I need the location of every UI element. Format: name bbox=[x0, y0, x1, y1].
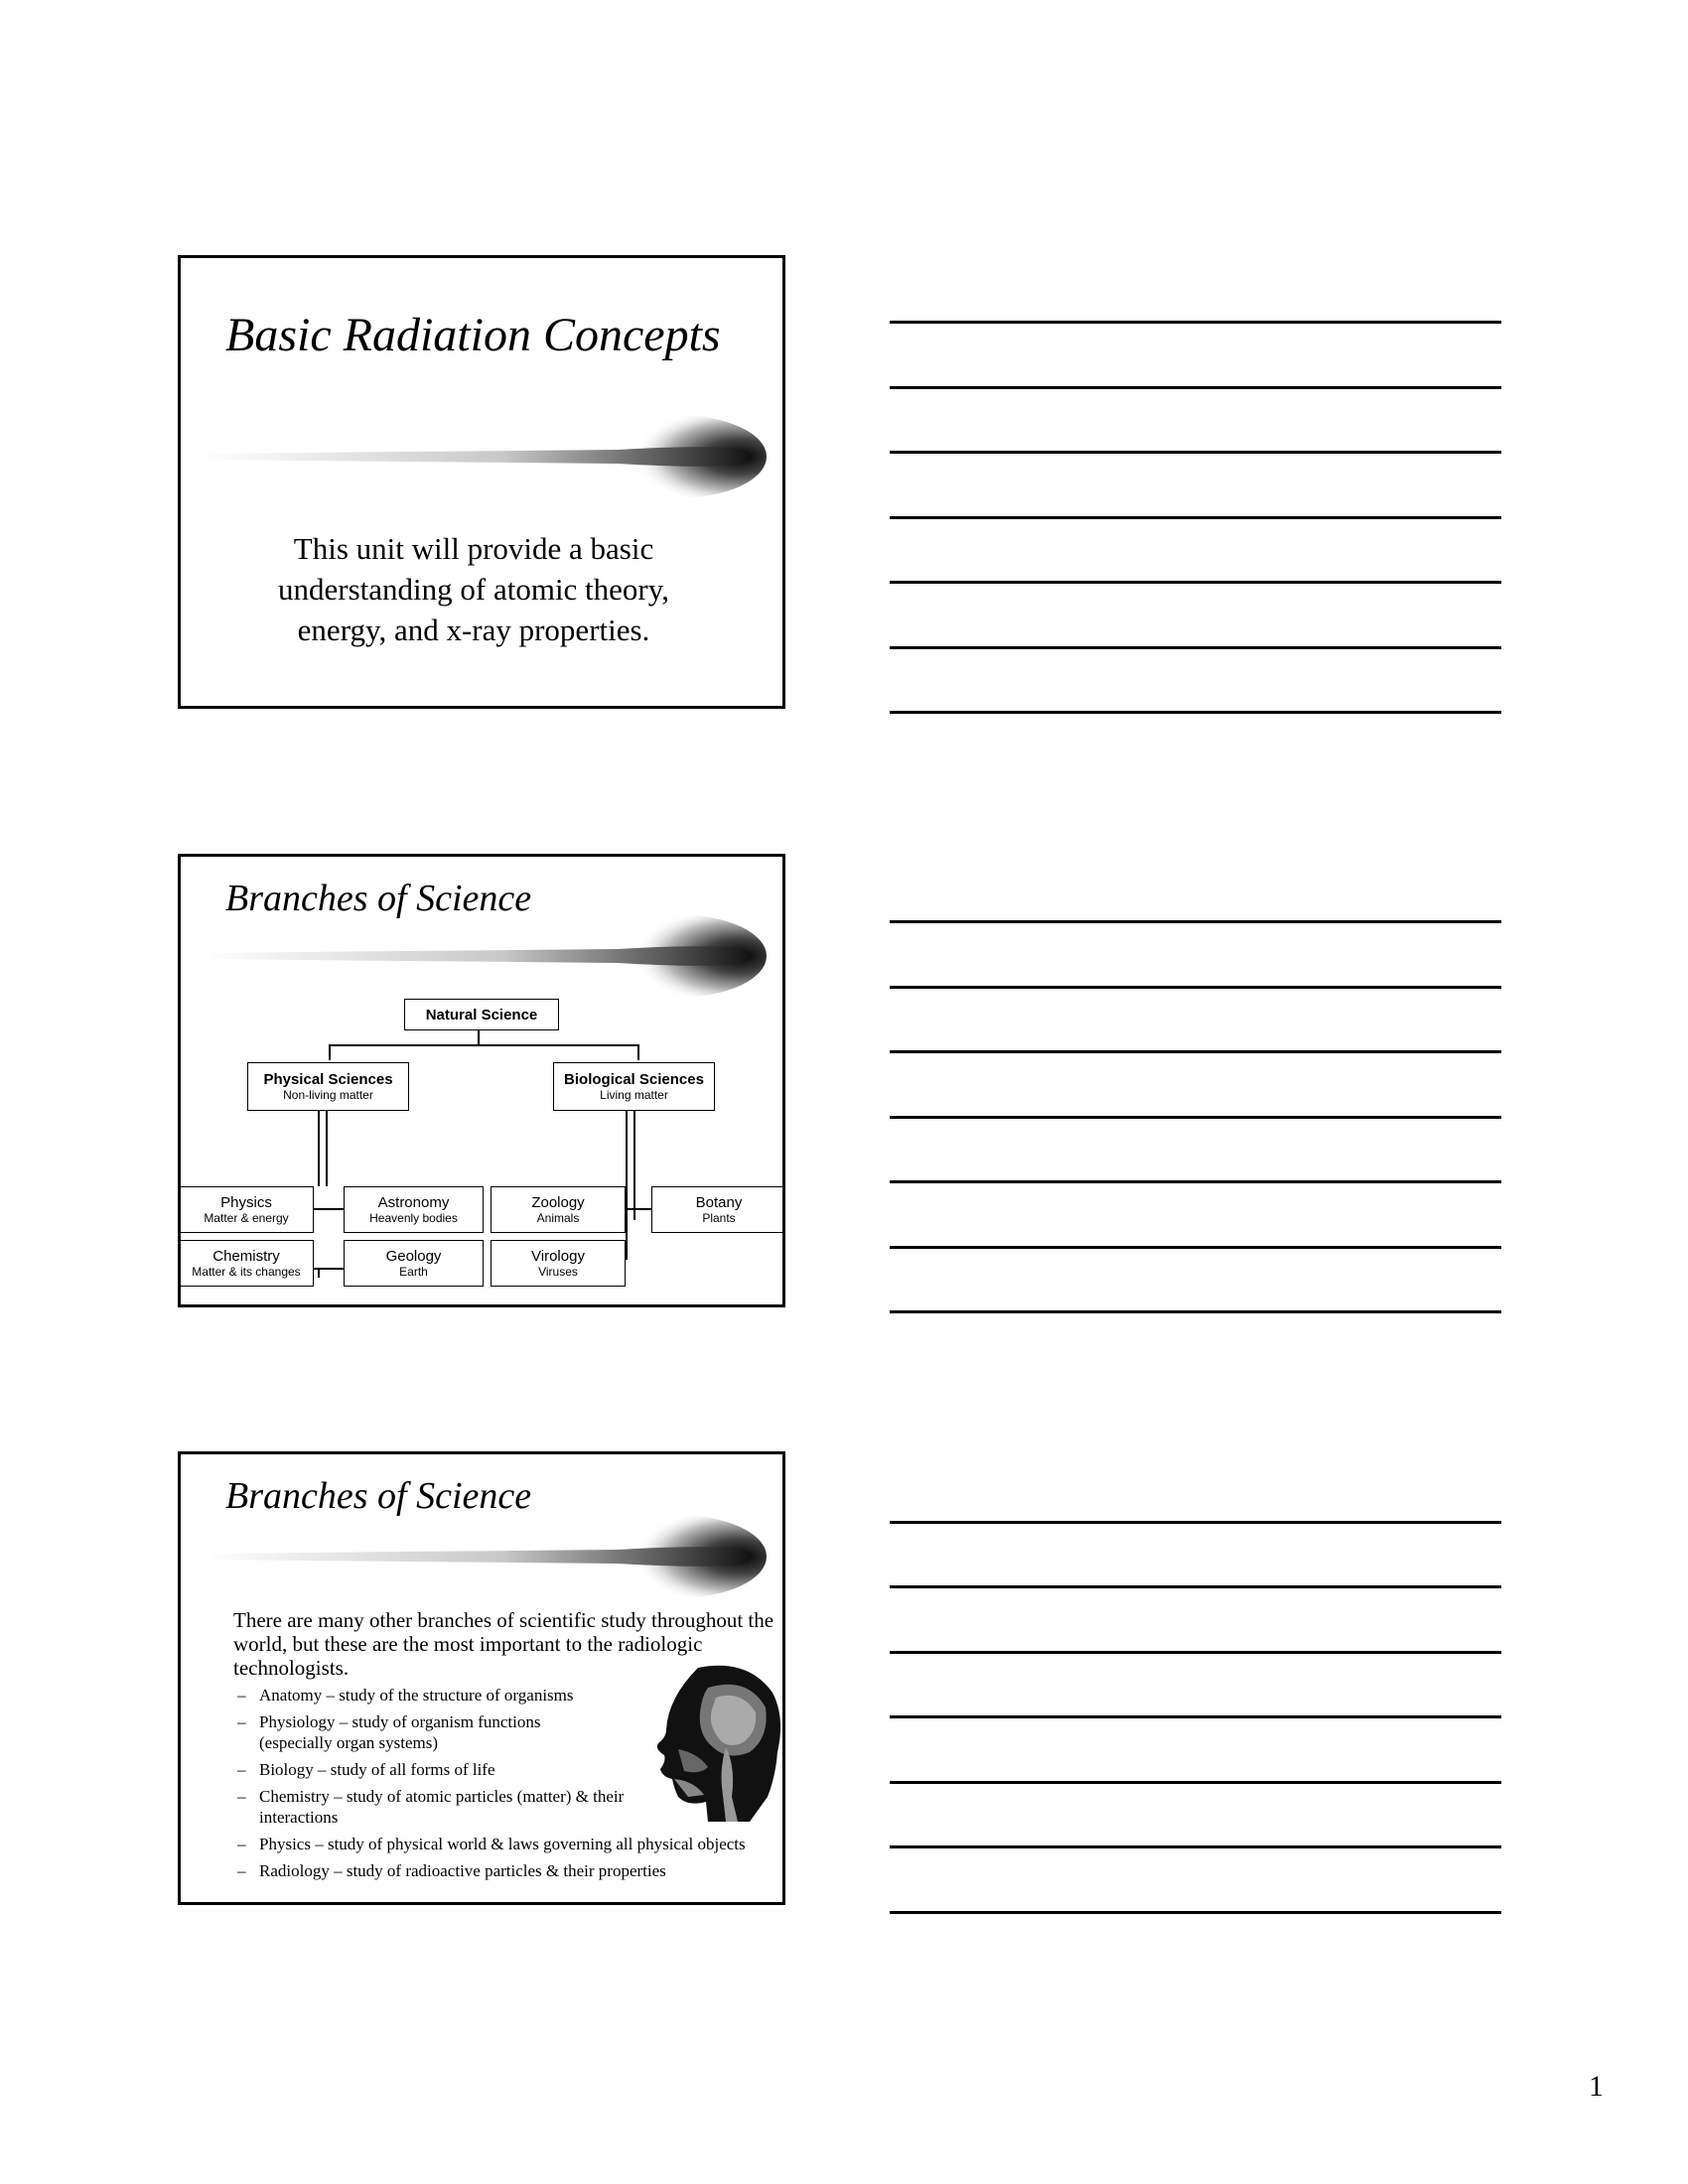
node-title: Physical Sciences bbox=[263, 1071, 393, 1088]
note-line bbox=[890, 1050, 1501, 1053]
node-natural-science bbox=[404, 999, 559, 1030]
note-line bbox=[890, 1715, 1501, 1718]
node-title: Biological Sciences bbox=[564, 1071, 704, 1088]
science-org-chart bbox=[181, 857, 782, 1304]
node-title: Physics bbox=[220, 1194, 272, 1211]
node-astronomy bbox=[344, 1186, 484, 1233]
note-line bbox=[890, 516, 1501, 519]
swoosh-graphic bbox=[201, 1512, 767, 1601]
node-title: Natural Science bbox=[425, 1006, 538, 1024]
node-title: Astronomy bbox=[377, 1194, 450, 1211]
note-line bbox=[890, 1246, 1501, 1249]
list-item: – Physics – study of physical world & laws governing all physical objects bbox=[233, 1834, 779, 1854]
slide-1 bbox=[178, 255, 785, 709]
note-line bbox=[890, 1911, 1501, 1914]
note-line bbox=[890, 1310, 1501, 1313]
node-biological-sciences bbox=[553, 1062, 715, 1111]
node-geology bbox=[344, 1240, 484, 1287]
science-branch-list bbox=[233, 1685, 779, 1887]
note-line bbox=[890, 646, 1501, 649]
node-subtitle: Animals bbox=[536, 1211, 580, 1225]
node-subtitle: Plants bbox=[702, 1211, 736, 1225]
note-line bbox=[890, 451, 1501, 454]
node-botany bbox=[651, 1186, 785, 1233]
slide-title: Branches of Science bbox=[225, 878, 532, 919]
node-subtitle: Non-living matter bbox=[283, 1088, 373, 1102]
note-line bbox=[890, 920, 1501, 923]
swoosh-graphic bbox=[201, 412, 767, 501]
node-subtitle: Living matter bbox=[600, 1088, 668, 1102]
node-virology bbox=[491, 1240, 626, 1287]
note-line bbox=[890, 1651, 1501, 1654]
note-line bbox=[890, 386, 1501, 389]
node-physical-sciences bbox=[247, 1062, 409, 1111]
slide-subtitle: This unit will provide a basic understanding of atomic theory, energy, and x-ray properties. bbox=[278, 531, 669, 647]
node-subtitle: Matter & energy bbox=[204, 1211, 289, 1225]
slide-3 bbox=[178, 1451, 785, 1905]
node-subtitle: Viruses bbox=[538, 1265, 578, 1279]
list-item: – Anatomy – study of the structure of organisms bbox=[233, 1685, 779, 1706]
node-chemistry bbox=[179, 1240, 314, 1287]
node-physics bbox=[179, 1186, 314, 1233]
slide-intro-text: There are many other branches of scientific study throughout the world, but these are the most important to the radiologic technologists. bbox=[233, 1608, 774, 1680]
node-title: Zoology bbox=[531, 1194, 585, 1211]
node-title: Virology bbox=[531, 1248, 585, 1265]
list-item: – Radiology – study of radioactive particles & their properties bbox=[233, 1860, 779, 1881]
node-title: Botany bbox=[695, 1194, 743, 1211]
node-title: Geology bbox=[385, 1248, 442, 1265]
note-line bbox=[890, 1521, 1501, 1524]
slide-2 bbox=[178, 854, 785, 1307]
note-line bbox=[890, 321, 1501, 324]
list-item: – Biology – study of all forms of life bbox=[233, 1759, 779, 1780]
node-zoology bbox=[491, 1186, 626, 1233]
note-line bbox=[890, 1585, 1501, 1588]
node-title: Chemistry bbox=[212, 1248, 280, 1265]
slide-title: Branches of Science bbox=[225, 1475, 532, 1517]
note-line bbox=[890, 711, 1501, 714]
note-line bbox=[890, 1845, 1501, 1848]
note-line bbox=[890, 1781, 1501, 1784]
note-line bbox=[890, 1116, 1501, 1119]
slide-title: Basic Radiation Concepts bbox=[225, 309, 721, 361]
note-line bbox=[890, 1180, 1501, 1183]
list-item: – Chemistry – study of atomic particles (matter) & their interactions bbox=[233, 1786, 641, 1828]
list-item: – Physiology – study of organism functions (especially organ systems) bbox=[233, 1711, 617, 1753]
node-subtitle: Heavenly bodies bbox=[369, 1211, 458, 1225]
page-number: 1 bbox=[1589, 2070, 1604, 2103]
node-subtitle: Matter & its changes bbox=[192, 1265, 301, 1279]
note-line bbox=[890, 581, 1501, 584]
note-line bbox=[890, 986, 1501, 989]
node-subtitle: Earth bbox=[399, 1265, 428, 1279]
